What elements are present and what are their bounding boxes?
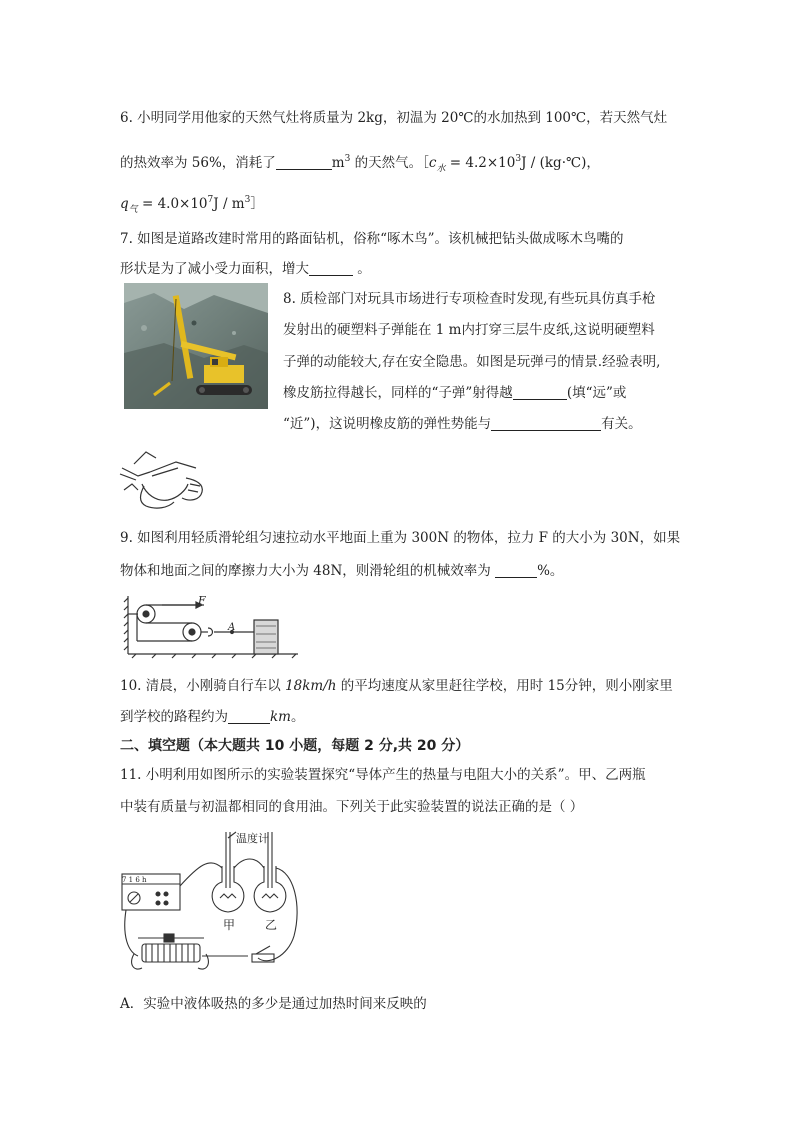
pulley-system-figure	[122, 592, 300, 660]
q6-c-subscript: 水	[436, 164, 446, 174]
q10-unit: km	[270, 709, 291, 725]
flask-jia-label: 甲	[223, 918, 236, 932]
q6-q-symbol: q	[120, 196, 129, 212]
q6-line1: 6. 小明同学用他家的天然气灶将质量为 2kg，初温为 20℃的水加热到 100℃，若天然气灶	[120, 110, 668, 126]
q10-line2-text: 到学校的路程约为	[120, 709, 228, 725]
q6-line3	[120, 190, 264, 220]
q8-line5-end: 有关。	[601, 416, 642, 432]
q6-c-unit: J / (kg·℃)	[521, 155, 587, 171]
q6-q-unit: J / m	[213, 196, 245, 212]
q8-line5	[283, 414, 642, 434]
q10-line1-cont: 的平均速度从家里赶往学校，用时	[336, 678, 548, 694]
q9-line2-text: 物体和地面之间的摩擦力大小为 48N，则滑轮组的机械效率为	[120, 563, 496, 579]
q8-line4-text: 橡皮筋拉得越长，同样的“子弹”射得越	[283, 385, 513, 401]
q9-line1: 9. 如图利用轻质滑轮组匀速拉动水平地面上重为 300N 的物体，拉力 F 的大小为 30N，如果	[120, 530, 681, 546]
q6-c-value: = 4.2×10	[445, 155, 516, 171]
q10-line2	[120, 707, 304, 727]
section-heading: 二、填空题（本大题共 10 小题，每题 2 分,共 20 分）	[120, 738, 470, 754]
q6-line2	[120, 149, 600, 179]
meter-label: 7 1 6 h	[122, 876, 147, 884]
q8-answer-blank-1[interactable]	[513, 385, 567, 400]
q6-unit-exp: 3	[344, 154, 351, 164]
q10-speed: 18km/h	[285, 678, 337, 694]
q11-line1: 11. 小明利用如图所示的实验装置探究“导体产生的热量与电阻大小的关系”。甲、乙两瓶	[120, 767, 646, 783]
q8-line2: 发射出的硬塑料子弹能在 1 m内打穿三层牛皮纸,这说明硬塑料	[283, 322, 655, 338]
q8-line3: 子弹的动能较大,存在安全隐患。如图是玩弹弓的情景.经验表明,	[283, 354, 661, 370]
q9-line2-end: %。	[537, 563, 564, 579]
q8-line5-text: “近”)，这说明橡皮筋的弹性势能与	[283, 416, 492, 432]
q6-c-symbol: c	[428, 155, 437, 171]
q9-line2	[120, 561, 563, 581]
q6-q-end: ］	[250, 196, 264, 212]
q8-line4-hint: (填“远”或	[566, 385, 627, 401]
q10-line2-end: 。	[290, 709, 305, 725]
q6-answer-blank[interactable]	[276, 155, 332, 170]
flask-yi-label: 乙	[265, 918, 278, 932]
q10-line1-text: 10. 清晨，小刚骑自行车以	[120, 678, 286, 694]
q6-q-subscript: 气	[128, 205, 138, 215]
q10-minutes: 15	[547, 678, 565, 694]
pulley-force-label: F	[198, 594, 206, 607]
q6-q-value: = 4.0×10	[137, 196, 208, 212]
q6-line2-end: ，	[586, 155, 600, 171]
q7-line2	[120, 259, 371, 279]
q8-answer-blank-2[interactable]	[491, 416, 601, 431]
q6-unit-m: m	[331, 155, 345, 171]
q6-q-unit-exp: 3	[244, 195, 251, 205]
q9-answer-blank[interactable]	[495, 563, 537, 578]
q6-c-exp: 3	[515, 154, 522, 164]
q11-line2: 中装有质量与初温都相同的食用油。下列关于此实验装置的说法正确的是（ ）	[120, 799, 584, 815]
q7-line1: 7. 如图是道路改建时常用的路面钻机，俗称“啄木鸟”。该机械把钻头做成啄木鸟嘴的	[120, 231, 624, 247]
q10-line1	[120, 676, 673, 696]
q6-line2-text: 的热效率为 56%，消耗了	[120, 155, 276, 171]
q6-line2-cont: 的天然气。［	[350, 155, 429, 171]
q7-line2-text: 形状是为了减小受力面积，增大	[120, 261, 309, 277]
slingshot-figure	[116, 450, 208, 512]
q10-answer-blank[interactable]	[228, 709, 270, 724]
q7-line2-end: 。	[353, 261, 371, 277]
q8-line1: 8. 质检部门对玩具市场进行专项检查时发现,有些玩具仿真手枪	[283, 291, 656, 307]
thermometer-label: 温度计	[236, 832, 269, 845]
q7-answer-blank[interactable]	[309, 261, 353, 276]
q6-q-exp: 7	[207, 195, 214, 205]
q11-option-a[interactable]: A．实验中液体吸热的多少是通过加热时间来反映的	[120, 996, 427, 1012]
q8-line4	[283, 383, 626, 403]
q10-line1-end: 分钟，则小刚家里	[564, 678, 673, 694]
drill-machine-photo	[124, 283, 268, 409]
pulley-point-a-label: A	[228, 622, 236, 633]
circuit-apparatus-figure	[118, 826, 304, 976]
